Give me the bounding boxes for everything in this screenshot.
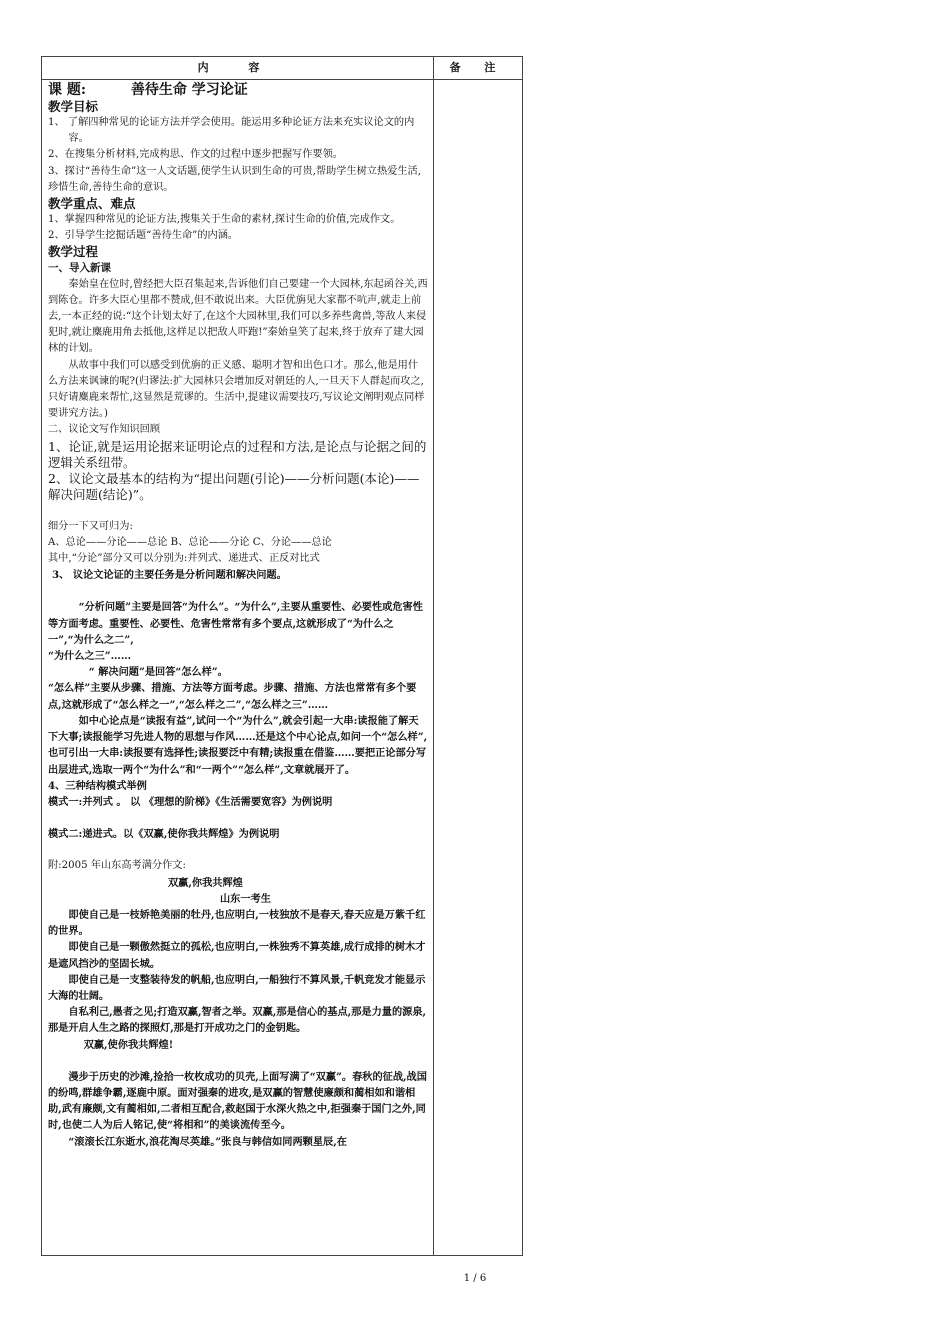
notes-column-header: 备 注 (449, 61, 506, 74)
review-point-3: 3、 议论文论证的主要任务是分析问题和解决问题。 (52, 569, 287, 582)
essay-paragraph: 自私利己,愚者之见;打造双赢,智者之举。双赢,那是信心的基点,那是力量的源泉,那是开启人生之路的探照灯,那是打开成功之门的金钥匙。 (48, 1006, 427, 1035)
pattern-2: 模式二:递进式。以《双赢,使你我共辉煌》为例说明 (48, 828, 280, 841)
title-label: 课 题: (48, 82, 87, 98)
lesson-title: 善待生命 学习论证 (130, 82, 248, 98)
essay-author: 山东一考生 (220, 892, 271, 905)
goal-item: 3、探讨“善待生命”这一人文话题,使学生认识到生命的可贵,帮助学生树立热爱生活,珍惜生命,善待生命的意识。 (48, 165, 421, 193)
essay-title: 双赢,你我共辉煌 (168, 876, 243, 889)
analysis-paragraph: 如中心论点是“读报有益”,试问一个“为什么”,就会引起一大串:读报能了解天下大事;读报能学习先进人物的思想与作风……还是这个中心论点,如问一个“怎么样”,也可引出一大串:读报要有选择性;读报要泛中有精;读报重在借鉴……要把正论部分写出层进式,选取一两个“为什么”和“一两个”“怎么样”,文章就展开了。 (48, 714, 428, 776)
intro-heading: 一、导入新课 (48, 262, 111, 275)
lesson-title-row (48, 81, 428, 99)
appendix-label: 附:2005 年山东高考满分作文: (48, 860, 186, 872)
pattern-1: 模式一:并列式 。 以 《理想的阶梯》《生活需要宽容》为例说明 (48, 795, 333, 808)
essay-paragraph: 即使自己是一支整装待发的帆船,也应明白,一船独行不算风景,千帆竞发才能显示大海的壮阔。 (48, 973, 426, 1002)
page-number: 1 / 6 (463, 1273, 487, 1284)
header-divider (42, 79, 522, 80)
subdivide-parts: 其中,“分论”部分又可以分别为:并列式、递进式、正反对比式 (48, 553, 320, 565)
intro-paragraph: 秦始皇在位时,曾经把大臣召集起来,告诉他们自己要建一个大园林,东起函谷关,西到陈仓。许多大臣心里都不赞成,但不敢说出来。大臣优旃见大家都不吭声,就走上前去,一本正经的说:“这个计划太好了,在这个大园林里,我们可以多养些禽兽,等敌人来侵犯时,就让麋鹿用角去抵他,这样足以把敌人吓跑!”秦始皇笑了起来,终于放弃了建大园林的计划。 (48, 278, 428, 355)
essay-paragraph: 双赢,使你我共辉煌! (83, 1038, 174, 1051)
patterns-heading: 4、三种结构模式举例 (48, 779, 147, 792)
analysis-paragraph: “为什么之三”…… (48, 650, 132, 663)
column-divider (433, 57, 434, 1255)
goal-item: 2、在搜集分析材料,完成构思、作文的过程中逐步把握写作要领。 (48, 149, 343, 161)
key-heading: 教学重点、难点 (48, 196, 136, 212)
review-point-2: 2、议论文最基本的结构为“提出问题(引论)——分析问题(本论)——解决问题(结论)”。 (48, 470, 420, 502)
essay-paragraph: 即使自己是一颗傲然挺立的孤松,也应明白,一株独秀不算英雄,成行成排的树木才是遮风挡沙的坚固长城。 (48, 941, 426, 970)
analysis-paragraph: “怎么样”主要从步骤、措施、方法等方面考虑。步骤、措施、方法也常常有多个要点,这就形成了“怎么样之一”,“怎么样之二”,“怎么样之三”…… (48, 682, 417, 711)
review-point-1: 1、论证,就是运用论据来证明论点的过程和方法,是论点与论据之间的逻辑关系纽带。 (48, 438, 427, 470)
review-heading: 二、议论文写作知识回顾 (48, 424, 161, 436)
analysis-paragraph: “分析问题”主要是回答“为什么”。“为什么”,主要从重要性、必要性或危害性等方面考虑。重要性、必要性、危害性常常有多个要点,这就形成了“为什么之一”,“为什么之二”, (48, 601, 423, 646)
goals-heading: 教学目标 (48, 99, 99, 114)
essay-paragraph: “滚滚长江东逝水,浪花淘尽英雄。”张良与韩信如同两颗星辰,在 (68, 1135, 347, 1148)
subdivide-intro: 细分一下又可归为: (48, 520, 133, 532)
goal-item: 1、 了解四种常见的论证方法并学会使用。能运用多种论证方法来充实议论文的内容。 (48, 117, 415, 145)
content-cell (48, 81, 428, 1150)
lesson-table (41, 56, 523, 1256)
essay-paragraph: 即使自己是一枝娇艳美丽的牡丹,也应明白,一枝独放不是春天,春天应是万紫千红的世界。 (48, 908, 426, 938)
intro-paragraph: 从故事中我们可以感受到优旃的正义感、聪明才智和出色口才。那么,他是用什么方法来讽谏的呢?(归谬法:扩大园林只会增加反对朝廷的人,一旦天下人群起而攻之,只好请麋鹿来帮忙,这显然是荒谬的。生活中,提建议需要技巧,写议论文阐明观点同样要讲究方法。) (48, 359, 425, 420)
process-heading: 教学过程 (48, 244, 99, 260)
key-item: 2、引导学生挖掘话题“善待生命”的内涵。 (48, 230, 239, 242)
subdivide-types: A、总论——分论——总论 B、总论——分论 C、分论——总论 (48, 536, 332, 548)
analysis-paragraph: “ 解决问题”是回答“怎么样”。 (88, 666, 228, 679)
essay-paragraph: 漫步于历史的沙滩,捡拾一枚枚成功的贝壳,上面写满了“双赢”。春秋的征战,战国的纷鸣,群雄争霸,逐鹿中原。面对强秦的进攻,是双赢的智慧使廉颇和蔺相如和谐相助,武有廉颇,文有蔺相如,二者相互配合,救赵国于水深火热之中,拒强秦于国门之外,同时,也使二人为后人铭记,使“将相和”的美谈流传至今。 (48, 1070, 427, 1132)
key-item: 1、掌握四种常见的论证方法,搜集关于生命的素材,探讨生命的价值,完成作文。 (48, 214, 401, 226)
content-column-header: 内 容 (197, 61, 278, 74)
